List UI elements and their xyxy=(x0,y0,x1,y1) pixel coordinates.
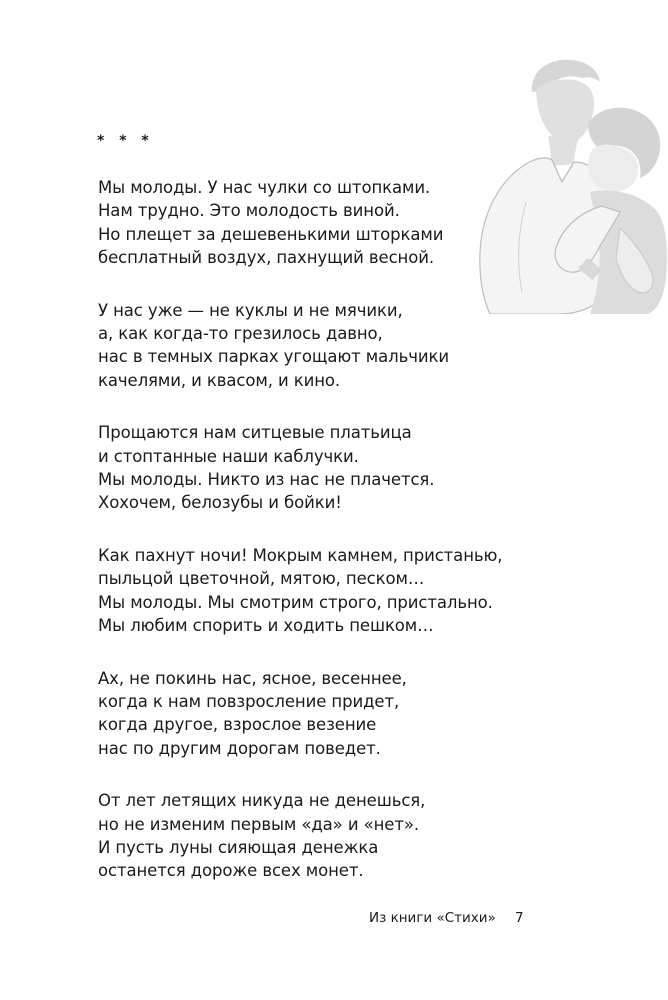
stanza xyxy=(98,421,528,515)
poem-line: Прощаются нам ситцевые платьица xyxy=(98,423,412,443)
poem-line: Мы любим спорить и ходить пешком… xyxy=(98,616,434,636)
poem-line: но не изменим первым «да» и «нет». xyxy=(98,814,419,834)
poem-line: нас в темных парках угощают мальчики xyxy=(98,347,449,367)
poem-line: От лет летящих никуда не денешься, xyxy=(98,791,426,811)
poem xyxy=(98,176,528,912)
poem-line: И пусть луны сияющая денежка xyxy=(98,837,379,857)
stanza xyxy=(98,544,528,638)
poem-line: Хохочем, белозубы и бойки! xyxy=(98,493,342,513)
page-footer xyxy=(0,908,668,932)
poem-line: Как пахнут ночи! Мокрым камнем, пристанью, xyxy=(98,545,503,565)
poem-line: Мы молоды. Мы смотрим строго, пристально. xyxy=(98,592,493,612)
poem-line: качелями, и квасом, и кино. xyxy=(98,370,341,390)
poem-line: У нас уже — не куклы и не мячики, xyxy=(98,300,403,320)
poem-line: Мы молоды. У нас чулки со штопками. xyxy=(98,178,431,197)
stanza xyxy=(98,176,528,270)
poem-line: Нам трудно. Это молодость виной. xyxy=(98,201,400,221)
poem-line: нас по другим дорогам поведет. xyxy=(98,738,381,758)
section-separator: * * * xyxy=(97,133,154,149)
stanza xyxy=(98,299,528,393)
stanza xyxy=(98,667,528,761)
poem-line: а, как когда-то грезилось давно, xyxy=(98,324,383,344)
poem-line: когда к нам повзросление придет, xyxy=(98,691,400,711)
poem-line: и стоптанные наши каблучки. xyxy=(98,446,359,466)
page-number: 7 xyxy=(515,910,524,926)
poem-line: когда другое, взрослое везение xyxy=(98,715,377,735)
poem-line: Ах, не покинь нас, ясное, весеннее, xyxy=(98,668,407,688)
poem-line: пыльцой цветочной, мятою, песком… xyxy=(98,569,425,589)
poem-line: Но плещет за дешевенькими шторками xyxy=(98,224,444,244)
book-source-label: Из книги «Стихи» xyxy=(369,910,496,926)
stanza xyxy=(98,789,528,883)
poem-line: останется дороже всех монет. xyxy=(98,861,364,881)
poem-line: Мы молоды. Никто из нас не плачется. xyxy=(98,470,435,490)
poem-line: бесплатный воздух, пахнущий весной. xyxy=(98,248,435,268)
